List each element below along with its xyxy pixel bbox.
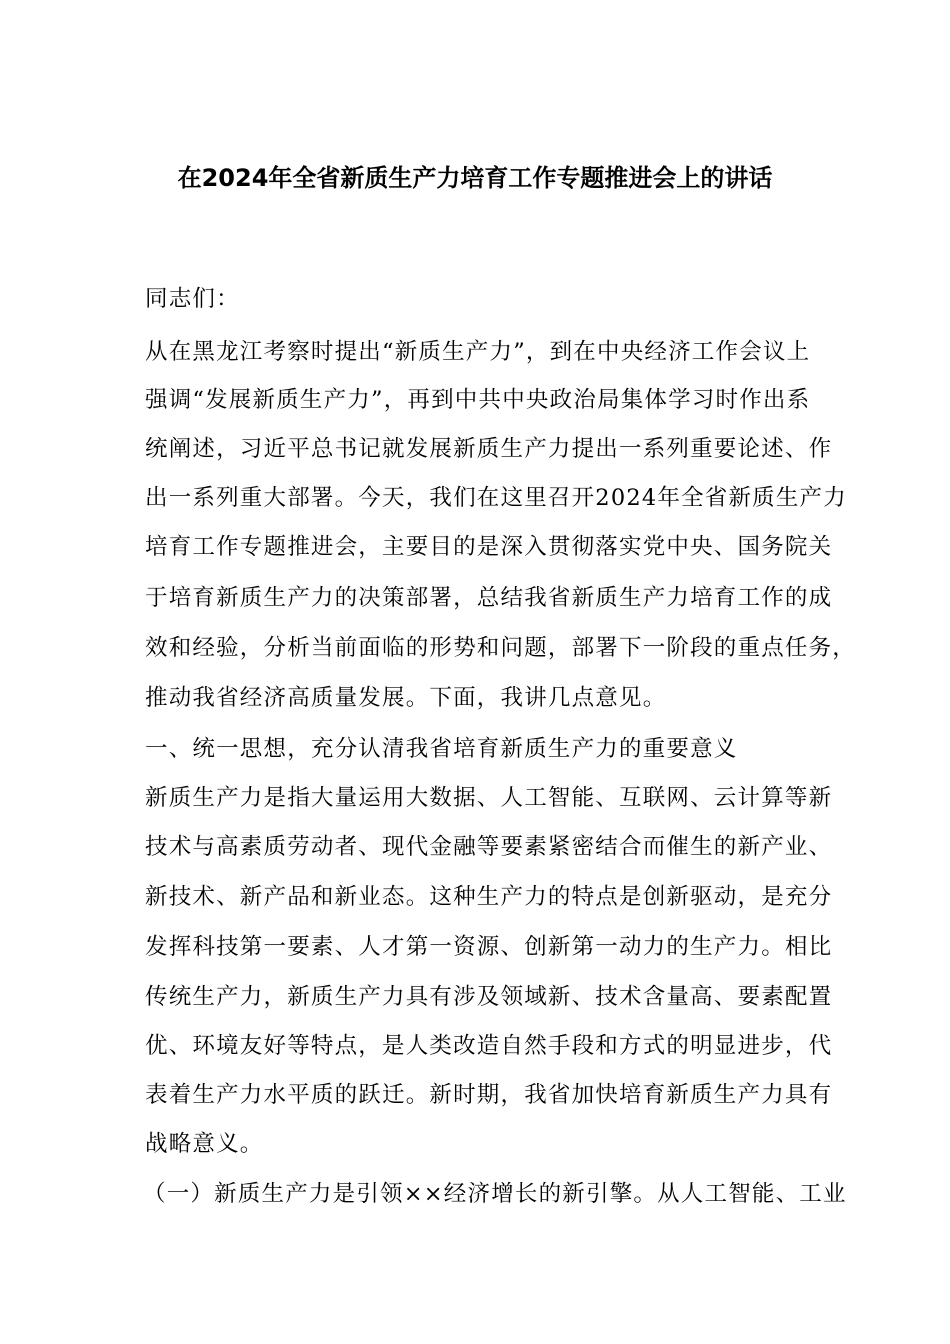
body-line: 技术与高素质劳动者、现代金融等要素紧密结合而催生的新产业、: [145, 834, 833, 860]
body-line: 发挥科技第一要素、人才第一资源、创新第一动力的生产力。相比: [145, 934, 833, 960]
body-line: 优、环境友好等特点，是人类改造自然手段和方式的明显进步，代: [145, 1033, 833, 1059]
body-line: 战略意义。: [145, 1131, 264, 1157]
section-heading: 一、统一思想，充分认清我省培育新质生产力的重要意义: [145, 736, 738, 762]
body-line: 培育工作专题推进会，主要目的是深入贯彻落实党中央、国务院关: [145, 534, 833, 560]
body-line: 强调“发展新质生产力”，再到中共中央政治局集体学习时作出系: [145, 387, 811, 413]
body-line: 新技术、新产品和新业态。这种生产力的特点是创新驱动，是充分: [145, 884, 833, 910]
body-line: 表着生产力水平质的跃迁。新时期，我省加快培育新质生产力具有: [145, 1082, 833, 1108]
body-line: 新质生产力是指大量运用大数据、人工智能、互联网、云计算等新: [145, 785, 833, 811]
body-line: 推动我省经济高质量发展。下面，我讲几点意见。: [145, 685, 667, 711]
body-line: 于培育新质生产力的决策部署，总结我省新质生产力培育工作的成: [145, 585, 833, 611]
body-line: 统阐述，习近平总书记就发展新质生产力提出一系列重要论述、作: [145, 436, 833, 462]
subsection-heading: （一）新质生产力是引领××经济增长的新引擎。从人工智能、工业: [143, 1181, 847, 1207]
salutation-line: 同志们：: [145, 286, 240, 312]
body-line: 效和经验，分析当前面临的形势和问题，部署下一阶段的重点任务，: [145, 635, 857, 661]
body-line: 从在黑龙江考察时提出“新质生产力”，到在中央经济工作会议上: [145, 339, 811, 365]
body-line: 传统生产力，新质生产力具有涉及领域新、技术含量高、要素配置: [145, 984, 833, 1010]
body-line: 出一系列重大部署。今天，我们在这里召开2024年全省新质生产力: [145, 485, 847, 511]
document-title: 在2024年全省新质生产力培育工作专题推进会上的讲话: [177, 164, 773, 192]
